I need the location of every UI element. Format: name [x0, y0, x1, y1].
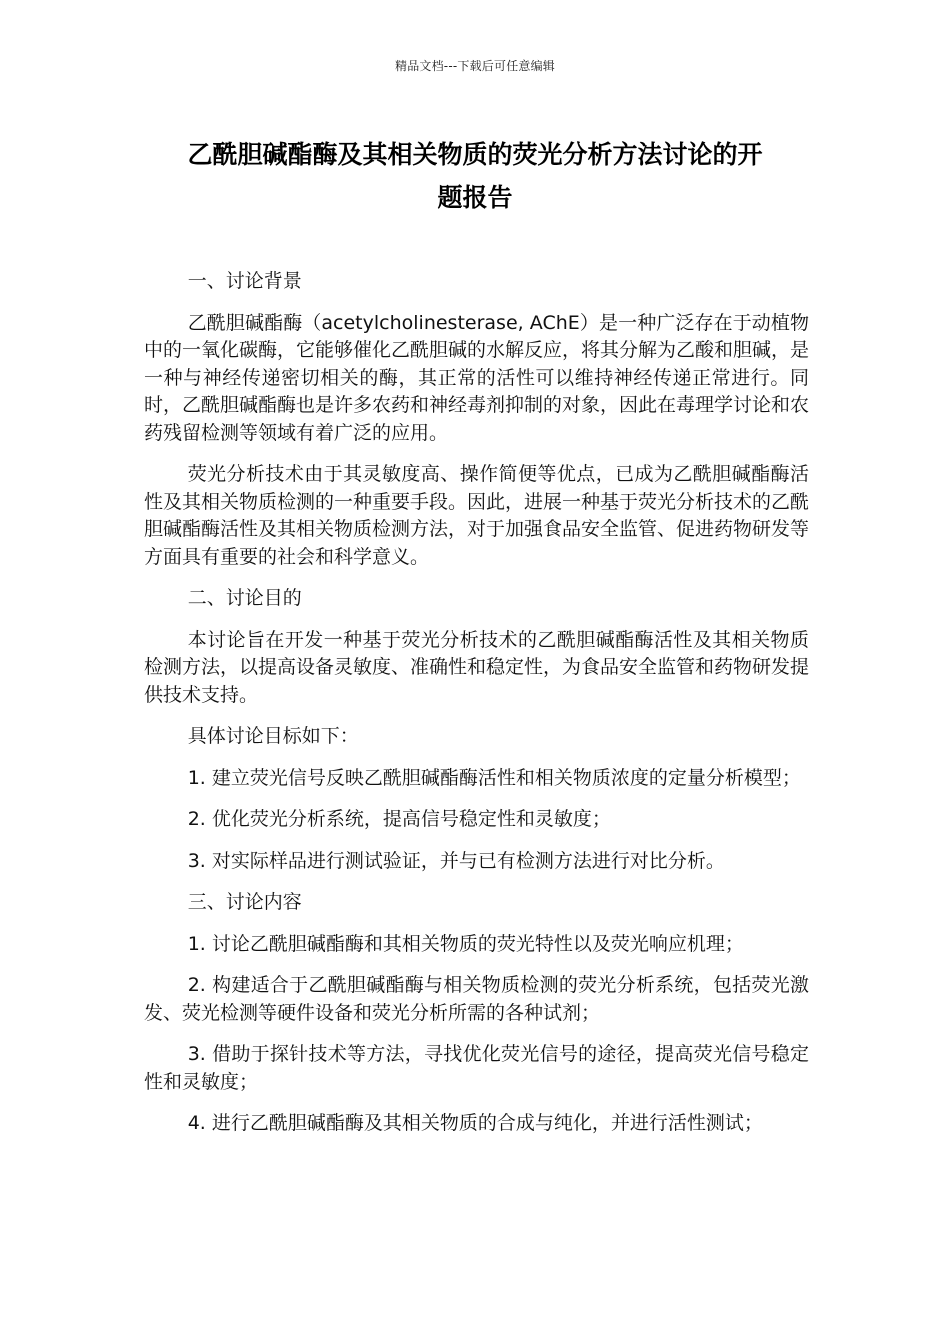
document-title: [140, 133, 810, 219]
paragraph-background-2: 荧光分析技术由于其灵敏度高、操作简便等优点，已成为乙酰胆碱酯酶活性及其相关物质检测的一种重要手段。因此，进展一种基于荧光分析技术的乙酰胆碱酯酶活性及其相关物质检测方法，对于加强食品安全监管、促进药物研发等方面具有重要的社会和科学意义。: [144, 463, 810, 568]
list-item-goal-3: 3. 对实际样品进行测试验证，并与已有检测方法进行对比分析。: [187, 849, 725, 872]
section-heading-content: 三、讨论内容: [187, 891, 302, 913]
list-item-content-4: 4. 进行乙酰胆碱酯酶及其相关物质的合成与纯化，并进行活性测试；: [187, 1112, 763, 1134]
section-heading-background: 一、讨论背景: [187, 270, 302, 292]
list-item-content-3: 3. 借助于探针技术等方法，寻找优化荧光信号的途径，提高荧光信号稳定性和灵敏度；: [144, 1043, 809, 1093]
paragraph-purpose: 本讨论旨在开发一种基于荧光分析技术的乙酰胆碱酯酶活性及其相关物质检测方法，以提高设备灵敏度、准确性和稳定性，为食品安全监管和药物研发提供技术支持。: [144, 628, 810, 706]
list-item-content-1: 1. 讨论乙酰胆碱酯酶和其相关物质的荧光特性以及荧光响应机理；: [187, 932, 744, 955]
paragraph-background-1: 乙酰胆碱酯酶（acetylcholinesterase, AChE）是一种广泛存在于动植物中的一氧化碳酶，它能够催化乙酰胆碱的水解反应，将其分解为乙酸和胆碱，是一种与神经传递密切相关的酶，其正常的活性可以维持神经传递正常进行。同时，乙酰胆碱酯酶也是许多农药和神经毒剂抑制的对象，因此在毒理学讨论和农药残留检测等领域有着广泛的应用。: [144, 311, 810, 444]
paragraph-goals-intro: 具体讨论目标如下：: [187, 725, 359, 747]
page-header: 精品文档---下载后可任意编辑: [395, 59, 555, 73]
document-body: [144, 268, 809, 1152]
title-line-1: 乙酰胆碱酯酶及其相关物质的荧光分析方法讨论的开: [187, 140, 763, 169]
list-item-goal-1: 1. 建立荧光信号反映乙酰胆碱酯酶活性和相关物质浓度的定量分析模型；: [187, 766, 801, 789]
list-item-content-2: 2. 构建适合于乙酰胆碱酯酶与相关物质检测的荧光分析系统，包括荧光激发、荧光检测等硬件设备和荧光分析所需的各种试剂；: [144, 974, 809, 1024]
title-line-2: 题报告: [437, 183, 513, 212]
list-item-goal-2: 2. 优化荧光分析系统，提高信号稳定性和灵敏度；: [187, 808, 611, 830]
section-heading-purpose: 二、讨论目的: [187, 587, 302, 609]
